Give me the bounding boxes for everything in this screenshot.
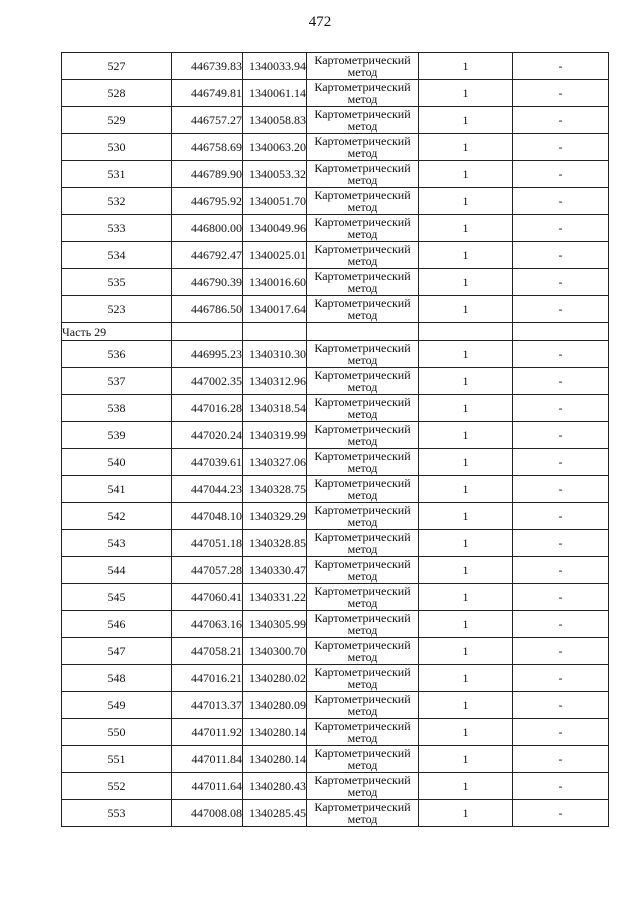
method-line1: Картометрический — [314, 530, 411, 544]
accuracy-value: 1 — [419, 341, 513, 368]
table-row — [62, 746, 609, 773]
accuracy-value: 1 — [419, 476, 513, 503]
method-line2: метод — [347, 434, 378, 448]
coordinate-y: 1340025.01 — [243, 242, 307, 269]
table-row — [62, 80, 609, 107]
point-number: 545 — [62, 584, 172, 611]
point-number: 540 — [62, 449, 172, 476]
method-line1: Картометрический — [314, 368, 411, 382]
coordinate-y: 1340327.06 — [243, 449, 307, 476]
coordinate-x: 447039.61 — [172, 449, 243, 476]
method-cell — [307, 53, 419, 80]
method-cell — [307, 611, 419, 638]
table-row — [62, 449, 609, 476]
coordinate-y: 1340053.32 — [243, 161, 307, 188]
accuracy-value: 1 — [419, 269, 513, 296]
accuracy-value: 1 — [419, 449, 513, 476]
description-value: - — [513, 161, 609, 188]
table-row — [62, 395, 609, 422]
table-row — [62, 665, 609, 692]
accuracy-value: 1 — [419, 395, 513, 422]
accuracy-value: 1 — [419, 53, 513, 80]
method-line1: Картометрический — [314, 80, 411, 94]
description-value: - — [513, 107, 609, 134]
description-value: - — [513, 215, 609, 242]
description-value: - — [513, 296, 609, 323]
method-line2: метод — [347, 281, 378, 295]
method-line2: метод — [347, 407, 378, 421]
accuracy-value: 1 — [419, 719, 513, 746]
method-cell — [307, 134, 419, 161]
method-cell — [307, 584, 419, 611]
accuracy-value: 1 — [419, 800, 513, 827]
coordinate-x: 446800.00 — [172, 215, 243, 242]
coordinate-x: 446739.83 — [172, 53, 243, 80]
point-number: 553 — [62, 800, 172, 827]
coordinate-y: 1340061.14 — [243, 80, 307, 107]
accuracy-value: 1 — [419, 746, 513, 773]
description-value: - — [513, 449, 609, 476]
coordinate-x: 447060.41 — [172, 584, 243, 611]
method-cell — [307, 476, 419, 503]
method-cell — [307, 449, 419, 476]
table-row — [62, 242, 609, 269]
table-row — [62, 107, 609, 134]
method-line2: метод — [347, 542, 378, 556]
method-line2: метод — [347, 812, 378, 826]
coordinate-y: 1340329.29 — [243, 503, 307, 530]
table-row — [62, 269, 609, 296]
description-value: - — [513, 746, 609, 773]
method-line2: метод — [347, 569, 378, 583]
point-number: 535 — [62, 269, 172, 296]
point-number: 528 — [62, 80, 172, 107]
empty-cell — [419, 323, 513, 341]
accuracy-value: 1 — [419, 107, 513, 134]
coordinate-y: 1340017.64 — [243, 296, 307, 323]
coordinate-x: 446792.47 — [172, 242, 243, 269]
coordinate-x: 447011.64 — [172, 773, 243, 800]
point-number: 534 — [62, 242, 172, 269]
coordinate-x: 447044.23 — [172, 476, 243, 503]
point-number: 531 — [62, 161, 172, 188]
method-line2: метод — [347, 596, 378, 610]
coordinate-x: 447048.10 — [172, 503, 243, 530]
coordinate-y: 1340310.30 — [243, 341, 307, 368]
method-line2: метод — [347, 227, 378, 241]
description-value: - — [513, 341, 609, 368]
method-cell — [307, 215, 419, 242]
table-row — [62, 611, 609, 638]
accuracy-value: 1 — [419, 584, 513, 611]
method-line2: метод — [347, 173, 378, 187]
method-line2: метод — [347, 65, 378, 79]
accuracy-value: 1 — [419, 611, 513, 638]
method-line2: метод — [347, 146, 378, 160]
method-line2: метод — [347, 515, 378, 529]
method-line2: метод — [347, 353, 378, 367]
empty-cell — [513, 323, 609, 341]
coordinate-x: 447058.21 — [172, 638, 243, 665]
coordinate-x: 446786.50 — [172, 296, 243, 323]
coordinate-y: 1340300.70 — [243, 638, 307, 665]
method-line1: Картометрический — [314, 773, 411, 787]
method-cell — [307, 341, 419, 368]
method-cell — [307, 80, 419, 107]
point-number: 551 — [62, 746, 172, 773]
coordinate-x: 446995.23 — [172, 341, 243, 368]
method-line2: метод — [347, 623, 378, 637]
page-number: 472 — [308, 14, 332, 30]
coordinate-y: 1340280.14 — [243, 746, 307, 773]
method-line1: Картометрический — [314, 584, 411, 598]
description-value: - — [513, 368, 609, 395]
method-cell — [307, 719, 419, 746]
point-number: 546 — [62, 611, 172, 638]
description-value: - — [513, 800, 609, 827]
table-row — [62, 134, 609, 161]
method-line1: Картометрический — [314, 422, 411, 436]
description-value: - — [513, 719, 609, 746]
coordinate-y: 1340049.96 — [243, 215, 307, 242]
description-value: - — [513, 188, 609, 215]
method-line1: Картометрический — [314, 341, 411, 355]
point-number: 536 — [62, 341, 172, 368]
method-line1: Картометрический — [314, 269, 411, 283]
method-line2: метод — [347, 677, 378, 691]
point-number: 548 — [62, 665, 172, 692]
empty-cell — [307, 323, 419, 341]
accuracy-value: 1 — [419, 638, 513, 665]
description-value: - — [513, 530, 609, 557]
empty-cell — [243, 323, 307, 341]
description-value: - — [513, 638, 609, 665]
point-number: 547 — [62, 638, 172, 665]
point-number: 530 — [62, 134, 172, 161]
table-row — [62, 638, 609, 665]
coordinates-table-body — [62, 53, 609, 827]
coordinate-y: 1340280.43 — [243, 773, 307, 800]
method-cell — [307, 368, 419, 395]
coordinate-y: 1340016.60 — [243, 269, 307, 296]
method-line2: метод — [347, 200, 378, 214]
method-line1: Картометрический — [314, 107, 411, 121]
point-number: 533 — [62, 215, 172, 242]
description-value: - — [513, 395, 609, 422]
table-row — [62, 476, 609, 503]
point-number: 549 — [62, 692, 172, 719]
method-line1: Картометрический — [314, 692, 411, 706]
accuracy-value: 1 — [419, 242, 513, 269]
coordinate-y: 1340058.83 — [243, 107, 307, 134]
point-number: 537 — [62, 368, 172, 395]
method-line2: метод — [347, 254, 378, 268]
method-line2: метод — [347, 92, 378, 106]
method-cell — [307, 269, 419, 296]
accuracy-value: 1 — [419, 665, 513, 692]
table-row — [62, 692, 609, 719]
method-cell — [307, 773, 419, 800]
accuracy-value: 1 — [419, 422, 513, 449]
table-row — [62, 368, 609, 395]
coordinate-x: 447008.08 — [172, 800, 243, 827]
coordinate-x: 447051.18 — [172, 530, 243, 557]
method-line1: Картометрический — [314, 215, 411, 229]
point-number: 527 — [62, 53, 172, 80]
coordinate-x: 446795.92 — [172, 188, 243, 215]
coordinate-x: 447013.37 — [172, 692, 243, 719]
table-row — [62, 296, 609, 323]
method-line2: метод — [347, 704, 378, 718]
table-row — [62, 584, 609, 611]
table-row — [62, 719, 609, 746]
coordinate-x: 447057.28 — [172, 557, 243, 584]
method-line1: Картометрический — [314, 746, 411, 760]
accuracy-value: 1 — [419, 530, 513, 557]
method-line1: Картометрический — [314, 719, 411, 733]
coordinate-x: 447002.35 — [172, 368, 243, 395]
method-cell — [307, 503, 419, 530]
method-line1: Картометрический — [314, 611, 411, 625]
coordinate-y: 1340328.85 — [243, 530, 307, 557]
point-number: 544 — [62, 557, 172, 584]
method-cell — [307, 638, 419, 665]
table-row — [62, 188, 609, 215]
method-line2: метод — [347, 380, 378, 394]
table-row — [62, 773, 609, 800]
table-row — [62, 341, 609, 368]
method-cell — [307, 296, 419, 323]
method-line1: Картометрический — [314, 242, 411, 256]
point-number: 552 — [62, 773, 172, 800]
table-row — [62, 215, 609, 242]
method-line1: Картометрический — [314, 296, 411, 310]
description-value: - — [513, 476, 609, 503]
point-number: 529 — [62, 107, 172, 134]
coordinate-x: 446749.81 — [172, 80, 243, 107]
accuracy-value: 1 — [419, 188, 513, 215]
description-value: - — [513, 611, 609, 638]
coordinate-x: 446789.90 — [172, 161, 243, 188]
coordinate-x: 446758.69 — [172, 134, 243, 161]
accuracy-value: 1 — [419, 692, 513, 719]
method-line1: Картометрический — [314, 665, 411, 679]
coordinate-y: 1340051.70 — [243, 188, 307, 215]
method-line2: метод — [347, 758, 378, 772]
section-label: Часть 29 — [62, 323, 172, 341]
section-header-row — [62, 323, 609, 341]
method-line1: Картометрический — [314, 638, 411, 652]
coordinate-x: 447016.21 — [172, 665, 243, 692]
method-line1: Картометрический — [314, 557, 411, 571]
coordinate-x: 447011.84 — [172, 746, 243, 773]
method-line2: метод — [347, 785, 378, 799]
coordinate-y: 1340319.99 — [243, 422, 307, 449]
method-cell — [307, 242, 419, 269]
point-number: 538 — [62, 395, 172, 422]
description-value: - — [513, 53, 609, 80]
coordinate-x: 447063.16 — [172, 611, 243, 638]
point-number: 542 — [62, 503, 172, 530]
coordinates-table — [61, 52, 609, 827]
method-cell — [307, 395, 419, 422]
method-cell — [307, 530, 419, 557]
point-number: 543 — [62, 530, 172, 557]
coordinate-y: 1340328.75 — [243, 476, 307, 503]
method-cell — [307, 746, 419, 773]
description-value: - — [513, 773, 609, 800]
coordinate-x: 446790.39 — [172, 269, 243, 296]
method-cell — [307, 800, 419, 827]
method-line1: Картометрический — [314, 161, 411, 175]
description-value: - — [513, 269, 609, 296]
accuracy-value: 1 — [419, 215, 513, 242]
method-cell — [307, 692, 419, 719]
coordinate-y: 1340305.99 — [243, 611, 307, 638]
description-value: - — [513, 665, 609, 692]
table-row — [62, 800, 609, 827]
coordinate-x: 447020.24 — [172, 422, 243, 449]
method-cell — [307, 422, 419, 449]
method-line1: Картометрический — [314, 476, 411, 490]
table-row — [62, 53, 609, 80]
method-line2: метод — [347, 488, 378, 502]
accuracy-value: 1 — [419, 134, 513, 161]
point-number: 532 — [62, 188, 172, 215]
description-value: - — [513, 80, 609, 107]
method-cell — [307, 188, 419, 215]
table-row — [62, 530, 609, 557]
point-number: 539 — [62, 422, 172, 449]
point-number: 550 — [62, 719, 172, 746]
description-value: - — [513, 584, 609, 611]
method-line1: Картометрический — [314, 503, 411, 517]
method-line1: Картометрический — [314, 53, 411, 67]
accuracy-value: 1 — [419, 296, 513, 323]
method-cell — [307, 161, 419, 188]
table-row — [62, 503, 609, 530]
accuracy-value: 1 — [419, 773, 513, 800]
accuracy-value: 1 — [419, 80, 513, 107]
description-value: - — [513, 692, 609, 719]
point-number: 523 — [62, 296, 172, 323]
description-value: - — [513, 242, 609, 269]
empty-cell — [172, 323, 243, 341]
coordinate-y: 1340331.22 — [243, 584, 307, 611]
table-row — [62, 422, 609, 449]
method-line2: метод — [347, 308, 378, 322]
coordinate-y: 1340312.96 — [243, 368, 307, 395]
method-line1: Картометрический — [314, 134, 411, 148]
method-cell — [307, 557, 419, 584]
method-line1: Картометрический — [314, 395, 411, 409]
table-row — [62, 557, 609, 584]
method-line2: метод — [347, 119, 378, 133]
coordinate-x: 447016.28 — [172, 395, 243, 422]
coordinate-y: 1340318.54 — [243, 395, 307, 422]
coordinate-y: 1340285.45 — [243, 800, 307, 827]
description-value: - — [513, 503, 609, 530]
coordinate-y: 1340330.47 — [243, 557, 307, 584]
method-line1: Картометрический — [314, 449, 411, 463]
coordinate-y: 1340280.02 — [243, 665, 307, 692]
coordinate-y: 1340033.94 — [243, 53, 307, 80]
method-line2: метод — [347, 731, 378, 745]
method-cell — [307, 107, 419, 134]
table-row — [62, 161, 609, 188]
coordinate-x: 447011.92 — [172, 719, 243, 746]
method-line1: Картометрический — [314, 800, 411, 814]
accuracy-value: 1 — [419, 368, 513, 395]
accuracy-value: 1 — [419, 161, 513, 188]
method-line2: метод — [347, 461, 378, 475]
coordinate-y: 1340280.14 — [243, 719, 307, 746]
point-number: 541 — [62, 476, 172, 503]
description-value: - — [513, 422, 609, 449]
description-value: - — [513, 134, 609, 161]
coordinate-y: 1340280.09 — [243, 692, 307, 719]
accuracy-value: 1 — [419, 503, 513, 530]
method-line2: метод — [347, 650, 378, 664]
method-cell — [307, 665, 419, 692]
accuracy-value: 1 — [419, 557, 513, 584]
method-line1: Картометрический — [314, 188, 411, 202]
description-value: - — [513, 557, 609, 584]
coordinate-x: 446757.27 — [172, 107, 243, 134]
coordinate-y: 1340063.20 — [243, 134, 307, 161]
